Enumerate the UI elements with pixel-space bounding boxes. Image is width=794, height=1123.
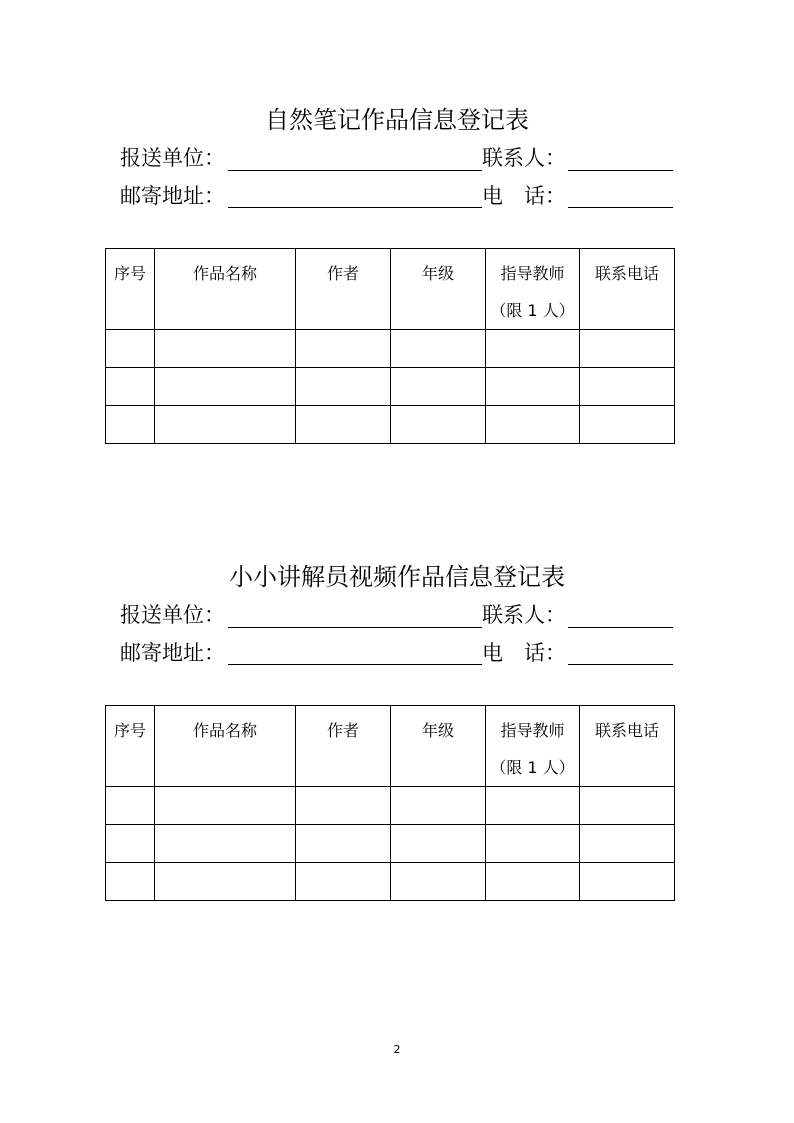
table-row [106,787,675,825]
unit-blank-line [228,627,482,628]
header-cell-teacher [486,249,580,330]
phone-label: 电 话： [482,641,566,665]
table-cell [296,863,391,901]
header-grade: 年级 [421,721,454,740]
table-cell [296,787,391,825]
header-author: 作者 [326,264,359,283]
table-cell [486,863,580,901]
unit-label: 报送单位： [120,603,225,627]
table-cell [391,863,486,901]
header-cell-teacher [486,706,580,787]
table-cell [580,863,675,901]
page-number: 2 [393,1043,401,1056]
table-cell [580,368,675,406]
header-cell-grade [391,249,486,330]
table-header-row [106,706,675,787]
table-cell [155,330,296,368]
header-cell-work-name [155,249,296,330]
header-cell-work-name [155,706,296,787]
header-cell-author [296,706,391,787]
table-cell [391,330,486,368]
table-cell [391,368,486,406]
table-cell [155,863,296,901]
table-cell [106,863,155,901]
table-row [106,406,675,444]
table-cell [155,825,296,863]
table-cell [106,787,155,825]
contact-blank-line [568,627,673,628]
table-cell [296,406,391,444]
table-cell [486,330,580,368]
table-cell [486,368,580,406]
form-title: 小小讲解员视频作品信息登记表 [229,563,565,591]
table-cell [106,825,155,863]
table-header-row [106,249,675,330]
table-cell [106,406,155,444]
header-teacher: 指导教师 [500,264,565,283]
table-row [106,330,675,368]
table-cell [106,368,155,406]
phone-blank-line [568,207,673,208]
header-work-name: 作品名称 [192,721,257,740]
contact-blank-line [568,170,673,171]
address-label: 邮寄地址： [120,641,225,665]
table-cell [391,787,486,825]
header-cell-author [296,249,391,330]
table-cell [391,825,486,863]
header-cell-no [106,249,155,330]
registration-form-nature-notes [0,96,794,456]
address-blank-line [228,207,482,208]
table-cell [296,825,391,863]
header-grade: 年级 [421,264,454,283]
table-cell [296,368,391,406]
header-teacher: 指导教师 [500,721,565,740]
form-title: 自然笔记作品信息登记表 [265,106,529,134]
table-row [106,368,675,406]
header-author: 作者 [326,721,359,740]
table-cell [296,330,391,368]
contact-label: 联系人： [482,603,566,627]
unit-label: 报送单位： [120,146,225,170]
address-label: 邮寄地址： [120,184,225,208]
table-cell [486,825,580,863]
table-cell [580,330,675,368]
table-cell [486,406,580,444]
table-row [106,863,675,901]
header-teacher-note: （限 1 人） [490,758,575,777]
table-cell [155,406,296,444]
header-cell-phone [580,249,675,330]
contact-label: 联系人： [482,146,566,170]
header-phone: 联系电话 [594,264,659,283]
header-phone: 联系电话 [594,721,659,740]
phone-blank-line [568,664,673,665]
table-cell [391,406,486,444]
header-cell-phone [580,706,675,787]
registration-form-little-guide-video [0,553,794,913]
registration-table [105,705,675,901]
header-work-name: 作品名称 [192,264,257,283]
header-cell-grade [391,706,486,787]
table-cell [580,787,675,825]
registration-table [105,248,675,444]
table-cell [106,330,155,368]
table-cell [486,787,580,825]
header-teacher-note: （限 1 人） [490,301,575,320]
header-no: 序号 [113,264,146,283]
header-cell-no [106,706,155,787]
table-cell [155,368,296,406]
table-cell [155,787,296,825]
phone-label: 电 话： [482,184,566,208]
address-blank-line [228,664,482,665]
table-cell [580,406,675,444]
table-row [106,825,675,863]
unit-blank-line [228,170,482,171]
table-cell [580,825,675,863]
header-no: 序号 [113,721,146,740]
